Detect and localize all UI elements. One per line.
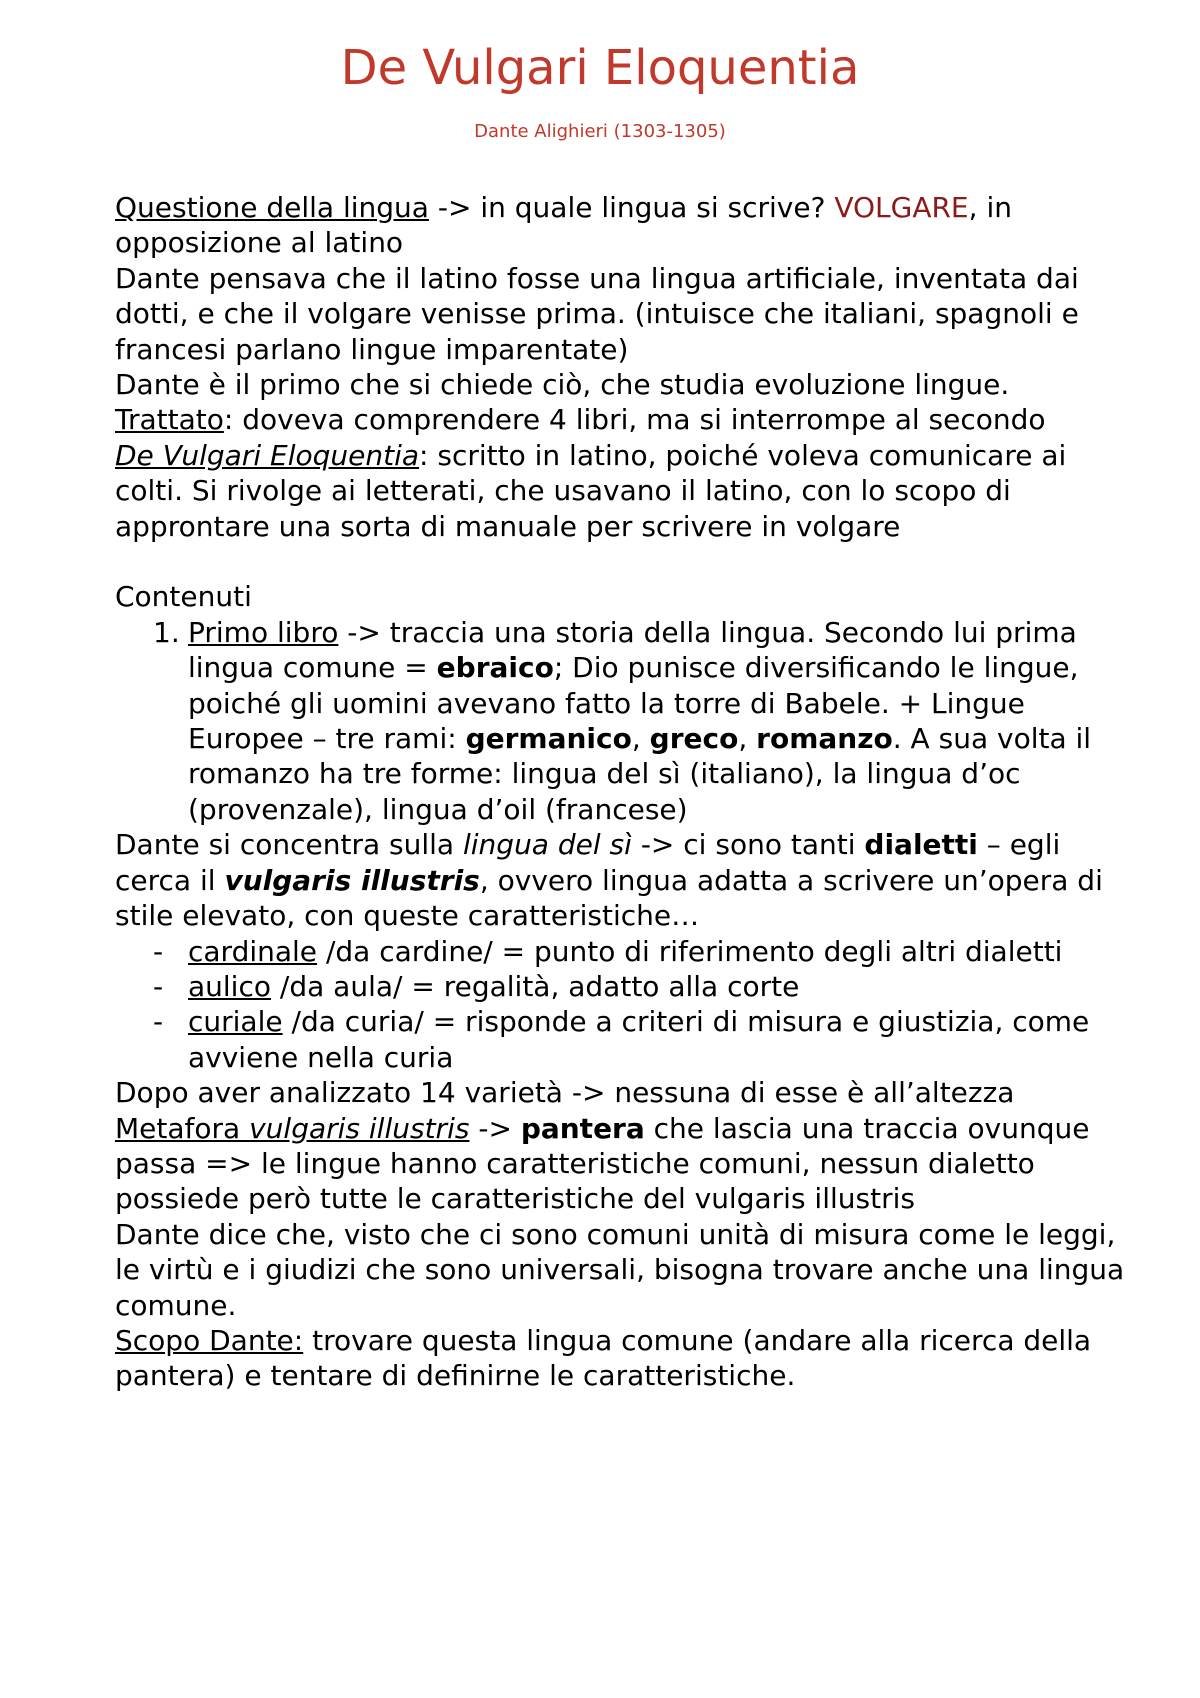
characteristics-list bbox=[115, 934, 1125, 1076]
text: -> in quale lingua si scrive? bbox=[428, 191, 835, 224]
text: , ovvero lingua adatta a scrivere un’opera di stile elevato, con queste caratteristiche… bbox=[115, 863, 1103, 933]
text: Dante si concentra sulla bbox=[115, 828, 463, 862]
text: /da curia/ = risponde a criteri di misura e giustizia, come avviene nella curia bbox=[188, 1005, 1090, 1074]
paragraph-scopo bbox=[115, 1323, 1125, 1394]
dash-bullet: - bbox=[153, 1005, 164, 1039]
text: , bbox=[631, 722, 650, 756]
text: : doveva comprendere 4 libri, ma si interrompe al secondo bbox=[223, 403, 1046, 437]
term-curiale: curiale bbox=[188, 1005, 283, 1039]
text: -> traccia una storia della lingua. Secondo lui prima lingua comune = bbox=[188, 615, 1077, 685]
contents-list bbox=[115, 615, 1125, 827]
term-aulico: aulico bbox=[188, 969, 271, 1003]
document-subtitle: Dante Alighieri (1303-1305) bbox=[474, 121, 726, 142]
paragraph-latino: Dante pensava che il latino fosse una lingua artificiale, inventata dai dotti, e che il volgare venisse prima. (intuisce che italiani, spagnoli e francesi parlano lingue imparentate) bbox=[115, 261, 1079, 366]
section-heading-contenuti: Contenuti bbox=[115, 580, 252, 614]
paragraph-dve bbox=[115, 438, 1125, 544]
text: /da aula/ = regalità, adatto alla corte bbox=[271, 969, 800, 1003]
document-body bbox=[115, 190, 1125, 1394]
text: ; Dio punisce diversificando le lingue, poiché gli uomini avevano fatto la torre di Babele. + Lingue Europee – tre rami: bbox=[188, 651, 1079, 756]
list-number: 1. bbox=[153, 615, 180, 649]
spacer bbox=[115, 544, 1125, 579]
bold-italic-vulgaris: vulgaris illustris bbox=[224, 863, 480, 897]
text: Metafora bbox=[115, 1111, 250, 1145]
paragraph-primo: Dante è il primo che si chiede ciò, che studia evoluzione lingue. bbox=[115, 368, 1010, 402]
text: -> bbox=[469, 1111, 521, 1145]
bold-pantera: pantera bbox=[520, 1111, 645, 1145]
text: che lascia una traccia ovunque passa => le lingue hanno caratteristiche comuni, nessun dialetto possiede però tutte le caratteristiche del vulgaris illustris bbox=[115, 1111, 1090, 1216]
term-trattato: Trattato bbox=[115, 403, 224, 437]
highlight-volgare: VOLGARE bbox=[834, 191, 969, 224]
list-item bbox=[115, 934, 1125, 969]
paragraph-trattato bbox=[115, 402, 1125, 437]
term-dve: De Vulgari Eloquentia bbox=[115, 438, 420, 472]
paragraph-questione bbox=[115, 190, 1125, 261]
list-item bbox=[115, 969, 1125, 1004]
bold-dialetti: dialetti bbox=[864, 828, 978, 862]
italic-lingua-del-si: lingua del sì bbox=[462, 828, 632, 862]
paragraph-dialetti bbox=[115, 827, 1125, 933]
text: /da cardine/ = punto di riferimento degli altri dialetti bbox=[317, 934, 1063, 968]
dash-bullet: - bbox=[153, 934, 164, 968]
paragraph-misura: Dante dice che, visto che ci sono comuni unità di misura come le leggi, le virtù e i giudizi che sono universali, bisogna trovare anche una lingua comune. bbox=[115, 1217, 1125, 1322]
document-title: De Vulgari Eloquentia bbox=[340, 40, 860, 96]
paragraph-varieta: Dopo aver analizzato 14 varietà -> nessuna di esse è all’altezza bbox=[115, 1076, 1015, 1110]
bold-romanzo: romanzo bbox=[756, 722, 893, 756]
text: , bbox=[738, 722, 757, 756]
text: – egli cerca il bbox=[115, 828, 1061, 897]
text: -> ci sono tanti bbox=[631, 828, 865, 862]
italic-vulgaris: vulgaris illustris bbox=[249, 1111, 470, 1145]
bold-ebraico: ebraico bbox=[436, 651, 554, 685]
text: . A sua volta il romanzo ha tre forme: lingua del sì (italiano), la lingua d’oc (provenzale), lingua d’oil (francese) bbox=[188, 722, 1092, 826]
dash-bullet: - bbox=[153, 969, 164, 1003]
bold-germanico: germanico bbox=[465, 722, 632, 756]
term-scopo: Scopo Dante: bbox=[115, 1323, 304, 1357]
term-cardinale: cardinale bbox=[188, 934, 318, 968]
text: : scritto in latino, poiché voleva comunicare ai colti. Si rivolge ai letterati, che usavano il latino, con lo scopo di approntare una sorta di manuale per scrivere in volgare bbox=[115, 438, 1067, 543]
term-questione: Questione della lingua bbox=[115, 191, 429, 224]
term-metafora bbox=[115, 1112, 469, 1145]
bold-greco: greco bbox=[649, 722, 739, 756]
list-item bbox=[115, 1004, 1125, 1075]
paragraph-metafora bbox=[115, 1111, 1125, 1217]
text: , in opposizione al latino bbox=[115, 191, 1012, 260]
text: trovare questa lingua comune (andare alla ricerca della pantera) e tentare di definirne le caratteristiche. bbox=[115, 1323, 1092, 1393]
list-item bbox=[115, 615, 1125, 827]
term-primo-libro: Primo libro bbox=[188, 615, 339, 649]
